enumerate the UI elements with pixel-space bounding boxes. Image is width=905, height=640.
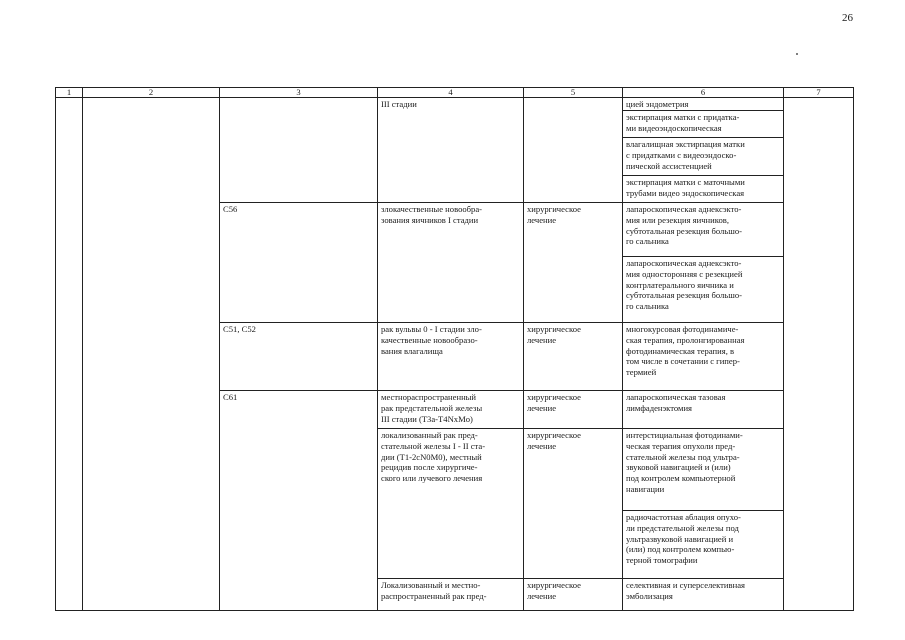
treatment-cell: хирургическое лечение: [524, 579, 623, 611]
method-cell: многокурсовая фотодинамиче- ская терапия, пролонгированная фотодинамическая терапия, в том числе в сочетании с гипер- термией: [623, 323, 784, 391]
col-header-1: 1: [56, 88, 83, 98]
diagnosis-cell: рак вульвы 0 - I стадии зло- качественные новообразо- вания влагалища: [378, 323, 524, 391]
diagnosis-cell: локализованный рак пред- стательной железы I - II ста- дии (T1-2cN0M0), местный рецидив после хирургиче- ского или лучевого лечения: [378, 429, 524, 579]
procedures-table: [55, 87, 854, 611]
diagnosis-cell: местнораспространенный рак предстательной железы III стадии (T3a-T4NxMo): [378, 391, 524, 429]
col-header-5: 5: [524, 88, 623, 98]
col-header-2: 2: [83, 88, 220, 98]
method-cell: влагалищная экстирпация матки с придатками с видеоэндоско- пической ассистенцией: [623, 138, 784, 176]
code-cell: C51, C52: [220, 323, 378, 391]
treatment-cell: хирургическое лечение: [524, 429, 623, 579]
method-cell: цией эндометрия: [623, 98, 784, 111]
method-cell: экстирпация матки с маточными трубами видео эндоскопическая: [623, 176, 784, 203]
table-body: [56, 98, 854, 611]
col-header-7: 7: [784, 88, 854, 98]
scan-speck: [796, 53, 798, 55]
col2-cell: [83, 98, 220, 611]
col-header-6: 6: [623, 88, 784, 98]
treatment-cell: [524, 98, 623, 203]
col7-cell: [784, 98, 854, 611]
treatment-cell: хирургическое лечение: [524, 391, 623, 429]
method-cell: лапароскопическая аднексэкто- мия односторонняя с резекцией контрлатерального яичника и субтотальная резекция большо- го сальника: [623, 257, 784, 323]
code-cell: C61: [220, 391, 378, 611]
method-cell: интерстициальная фотодинами- ческая терапия опухоли пред- стательной железы под ультра- звуковой навигацией и (или) под контролем компьютерной навигации: [623, 429, 784, 511]
column-number-row: [56, 88, 854, 98]
col-header-3: 3: [220, 88, 378, 98]
method-cell: экстирпация матки с придатка- ми видеоэндоскопическая: [623, 111, 784, 138]
treatment-cell: хирургическое лечение: [524, 203, 623, 323]
method-cell: радиочастотная аблация опухо- ли предстательной железы под ультразвуковой навигацией и (или) под контролем компью- терной томографии: [623, 511, 784, 579]
code-cell: C56: [220, 203, 378, 323]
page-number: 26: [842, 12, 853, 24]
col1-cell: [56, 98, 83, 611]
method-cell: лапароскопическая аднексэкто- мия или резекция яичников, субтотальная резекция большо- го сальника: [623, 203, 784, 257]
method-cell: лапароскопическая тазовая лимфаденэктомия: [623, 391, 784, 429]
table-row: [56, 98, 854, 111]
method-cell: селективная и суперселективная эмболизация: [623, 579, 784, 611]
diagnosis-cell: Локализованный и местно- распространенный рак пред-: [378, 579, 524, 611]
code-cell: [220, 98, 378, 203]
diagnosis-cell: злокачественные новообра- зования яичников I стадии: [378, 203, 524, 323]
col-header-4: 4: [378, 88, 524, 98]
diagnosis-cell: III стадии: [378, 98, 524, 203]
treatment-cell: хирургическое лечение: [524, 323, 623, 391]
